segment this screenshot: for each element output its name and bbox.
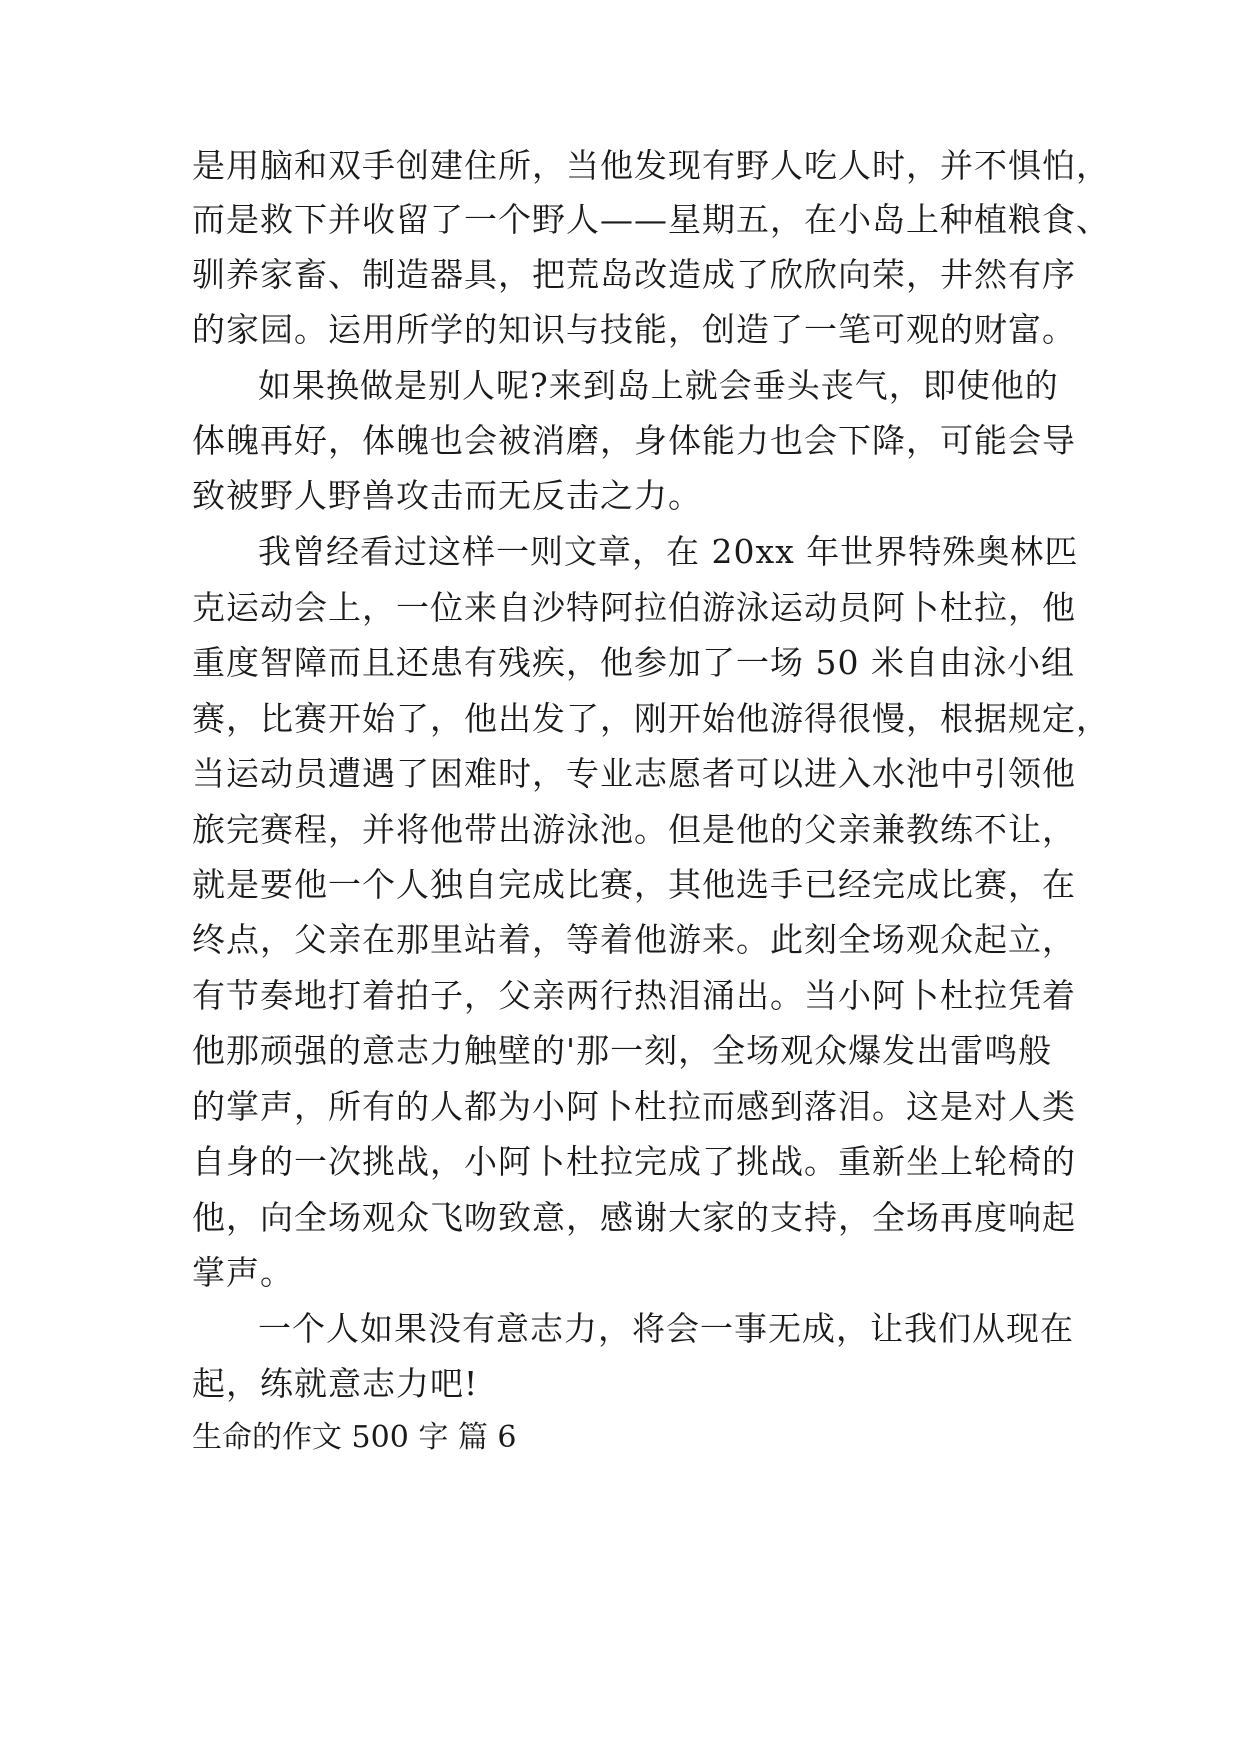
- text-line: 赛，比赛开始了，他出发了，刚开始他游得很慢，根据规定，: [192, 699, 1110, 738]
- text-line: 他，向全场观众飞吻致意，感谢大家的支持，全场再度响起: [192, 1198, 1076, 1237]
- text-line: 起，练就意志力吧!: [192, 1364, 479, 1403]
- text-line: 的掌声，所有的人都为小阿卜杜拉而感到落泪。这是对人类: [192, 1087, 1076, 1126]
- text-line: 重度智障而且还患有残疾，他参加了一场 50 米自由泳小组: [192, 643, 1075, 682]
- text-line: 是用脑和双手创建住所，当他发现有野人吃人时，并不惧怕，: [192, 146, 1110, 185]
- text-line: 致被野人野兽攻击而无反击之力。: [192, 476, 702, 515]
- text-line: 旅完赛程，并将他带出游泳池。但是他的父亲兼教练不让，: [192, 810, 1076, 849]
- text-line: 终点，父亲在那里站着，等着他游来。此刻全场观众起立，: [192, 920, 1076, 959]
- text-line: 就是要他一个人独自完成比赛，其他选手已经完成比赛，在: [192, 865, 1076, 904]
- text-line: 他那顽强的意志力触壁的'那一刻，全场观众爆发出雷鸣般: [192, 1031, 1053, 1070]
- text-line: 有节奏地打着拍子，父亲两行热泪涌出。当小阿卜杜拉凭着: [192, 976, 1076, 1015]
- text-line: 如果换做是别人呢?来到岛上就会垂头丧气，即使他的: [258, 366, 1059, 405]
- text-line: 驯养家畜、制造器具，把荒岛改造成了欣欣向荣，井然有序: [192, 255, 1076, 294]
- text-line: 我曾经看过这样一则文章，在 20xx 年世界特殊奥林匹: [258, 532, 1079, 571]
- text-line: 体魄再好，体魄也会被消磨，身体能力也会下降，可能会导: [192, 421, 1076, 460]
- text-line: 自身的一次挑战，小阿卜杜拉完成了挑战。重新坐上轮椅的: [192, 1142, 1076, 1181]
- text-line: 当运动员遭遇了困难时，专业志愿者可以进入水池中引领他: [192, 754, 1076, 793]
- text-line: 而是救下并收留了一个野人——星期五，在小岛上种植粮食、: [192, 200, 1110, 239]
- text-line: 掌声。: [192, 1253, 294, 1292]
- section-heading: 生命的作文 500 字 篇 6: [192, 1420, 517, 1455]
- text-line: 一个人如果没有意志力，将会一事无成，让我们从现在: [258, 1309, 1074, 1348]
- text-line: 克运动会上，一位来自沙特阿拉伯游泳运动员阿卜杜拉，他: [192, 588, 1076, 627]
- text-line: 的家园。运用所学的知识与技能，创造了一笔可观的财富。: [192, 310, 1076, 349]
